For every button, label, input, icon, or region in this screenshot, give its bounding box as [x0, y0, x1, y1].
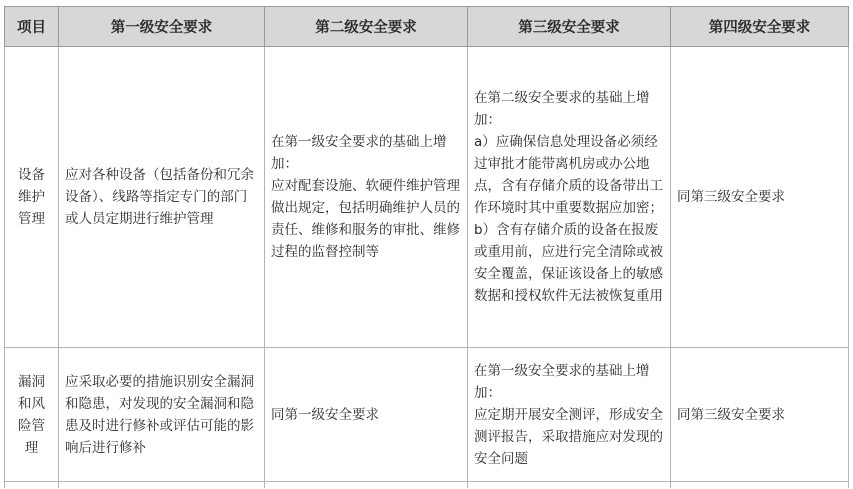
table-row: [5, 47, 849, 348]
row-cell-level-2: 同第一级安全要求: [265, 348, 468, 482]
row-item-vulnerability-risk: 漏洞 和风 险管 理: [5, 348, 59, 482]
cutoff-cell: [468, 482, 671, 489]
row-cell-level-4: 同第三级安全要求: [671, 348, 849, 482]
row-item-equipment-maintenance: 设备 维护 管理: [5, 47, 59, 348]
row-cell-level-4: 同第三级安全要求: [671, 47, 849, 348]
header-level-2: 第二级安全要求: [265, 7, 468, 47]
security-requirements-table: [4, 6, 849, 488]
header-row: [5, 7, 849, 47]
row-cell-level-2: 在第一级安全要求的基础上增加： 应对配套设施、软硬件维护管理做出规定，包括明确维护人员的责任、维修和服务的审批、维修过程的监督控制等: [265, 47, 468, 348]
cutoff-cell: [5, 482, 59, 489]
table-row: [5, 348, 849, 482]
cutoff-cell: [265, 482, 468, 489]
row-cell-level-1: 应对各种设备（包括备份和冗余设备）、线路等指定专门的部门或人员定期进行维护管理: [59, 47, 265, 348]
header-level-3: 第三级安全要求: [468, 7, 671, 47]
cutoff-cell: [671, 482, 849, 489]
row-cell-level-3: 在第二级安全要求的基础上增加： a）应确保信息处理设备必须经过审批才能带离机房或办公地点，含有存储介质的设备带出工作环境时其中重要数据应加密； b）含有存储介质的设备在报废或重用前，应进行完全清除或被安全覆盖，保证该设备上的敏感数据和授权软件无法被恢复重用: [468, 47, 671, 348]
table-row-cutoff: [5, 482, 849, 489]
row-cell-level-1: 应采取必要的措施识别安全漏洞和隐患，对发现的安全漏洞和隐患及时进行修补或评估可能的影响后进行修补: [59, 348, 265, 482]
cutoff-cell: [59, 482, 265, 489]
header-level-4: 第四级安全要求: [671, 7, 849, 47]
header-item: 项目: [5, 7, 59, 47]
row-cell-level-3: 在第一级安全要求的基础上增加： 应定期开展安全测评，形成安全测评报告，采取措施应对发现的安全问题: [468, 348, 671, 482]
header-level-1: 第一级安全要求: [59, 7, 265, 47]
